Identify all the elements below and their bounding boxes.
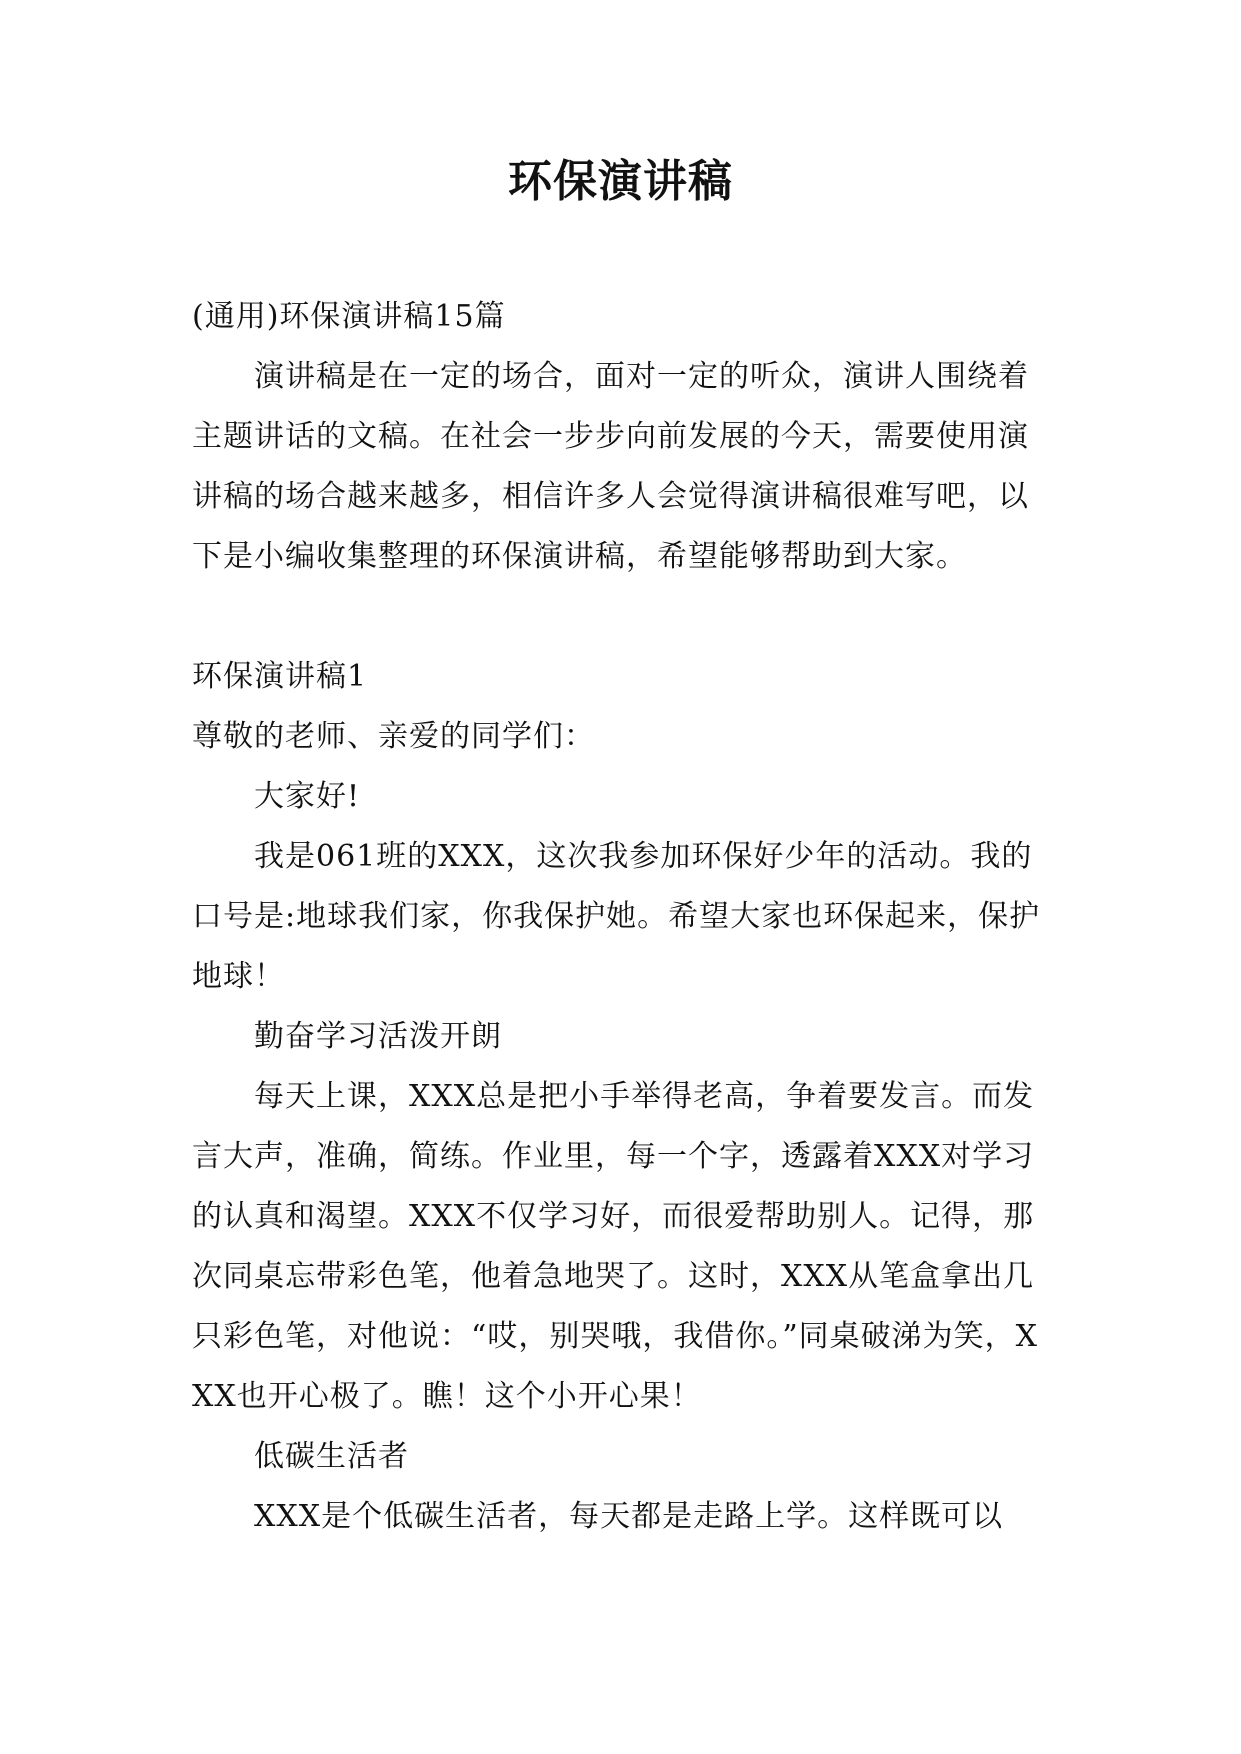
intro-paragraph: 演讲稿是在一定的场合，面对一定的听众，演讲人围绕着主题讲话的文稿。在社会一步步向前发展的今天，需要使用演讲稿的场合越来越多，相信许多人会觉得演讲稿很难写吧，以下是小编收集整理的环保演讲稿，希望能够帮助到大家。 — [192, 359, 1029, 574]
document-title: 环保演讲稿 — [508, 156, 733, 207]
document-body — [192, 287, 1054, 1547]
document-subtitle: (通用)环保演讲稿15篇 — [192, 299, 506, 334]
greeting: 大家好! — [254, 779, 361, 814]
speech-paragraph-2: 每天上课，XXX总是把小手举得老高，争着要发言。而发言大声，准确，简练。作业里，每一个字，透露着XXX对学习的认真和渴望。XXX不仅学习好，而很爱帮助别人。记得，那次同桌忘带彩色笔，他着急地哭了。这时，XXX从笔盒拿出几只彩色笔，对他说：“哎，别哭哦，我借你。”同桌破涕为笑，XXX也开心极了。瞧！这个小开心果！ — [192, 1079, 1039, 1414]
subheading-study: 勤奋学习活泼开朗 — [254, 1019, 502, 1054]
speech-paragraph-3: XXX是个低碳生活者，每天都是走路上学。这样既可以 — [254, 1499, 1004, 1534]
salutation: 尊敬的老师、亲爱的同学们： — [192, 719, 595, 754]
speech-paragraph-1: 我是061班的XXX，这次我参加环保好少年的活动。我的口号是:地球我们家，你我保护她。希望大家也环保起来，保护地球！ — [192, 839, 1041, 994]
section-title: 环保演讲稿1 — [192, 659, 368, 694]
subheading-low-carbon: 低碳生活者 — [254, 1439, 409, 1474]
paragraph-spacer — [192, 587, 1054, 647]
